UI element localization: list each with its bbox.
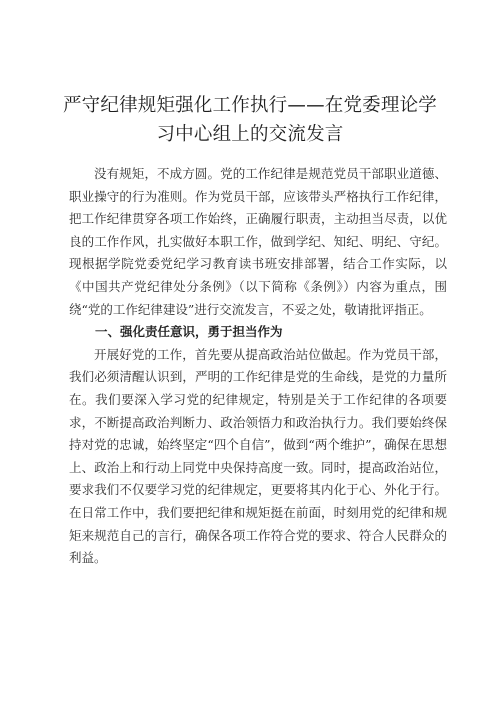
section-1-paragraph: 开展好党的工作，首先要从提高政治站位做起。作为党员干部，我们必须清醒认识到，严明的工作纪律是党的生命线，是党的力量所在。我们要深入学习党的纪律规定，特别是关于工作纪律的各项要求，不断提高政治判断力、政治领悟力和政治执行力。我们要始终保持对党的忠诚，始终坚定“四个自信”，做到“两个维护”，确保在思想上、政治上和行动上同党中央保持高度一致。同时，提高政治站位，要求我们不仅要学习党的纪律规定，更要将其内化于心、外化于行。在日常工作中，我们要把纪律和规矩挺在前面，时刻用党的纪律和规矩来规范自己的言行，确保各项工作符合党的要求、符合人民群众的利益。: [69, 346, 447, 566]
title-line-2: 习中心组上的交流发言: [156, 124, 344, 145]
section-heading-1: 一、强化责任意识，勇于担当作为: [95, 324, 283, 340]
document-body: [69, 163, 447, 570]
document-title: [40, 91, 460, 149]
title-line-1: 严守纪律规矩强化工作执行——在党委理论学: [62, 95, 437, 116]
intro-paragraph: 没有规矩，不成方圆。党的工作纪律是规范党员干部职业道德、职业操守的行为准则。作为党员干部，应该带头严格执行工作纪律，把工作纪律贯穿各项工作始终，正确履行职责，主动担当尽责，以优良的工作作风，扎实做好本职工作，做到学纪、知纪、明纪、守纪。现根据学院党委党纪学习教育读书班安排部署，结合工作实际，以《中国共产党纪律处分条例》（以下简称《条例》）内容为重点，围绕“党的工作纪律建设”进行交流发言，不妥之处，敬请批评指正。: [69, 166, 447, 317]
